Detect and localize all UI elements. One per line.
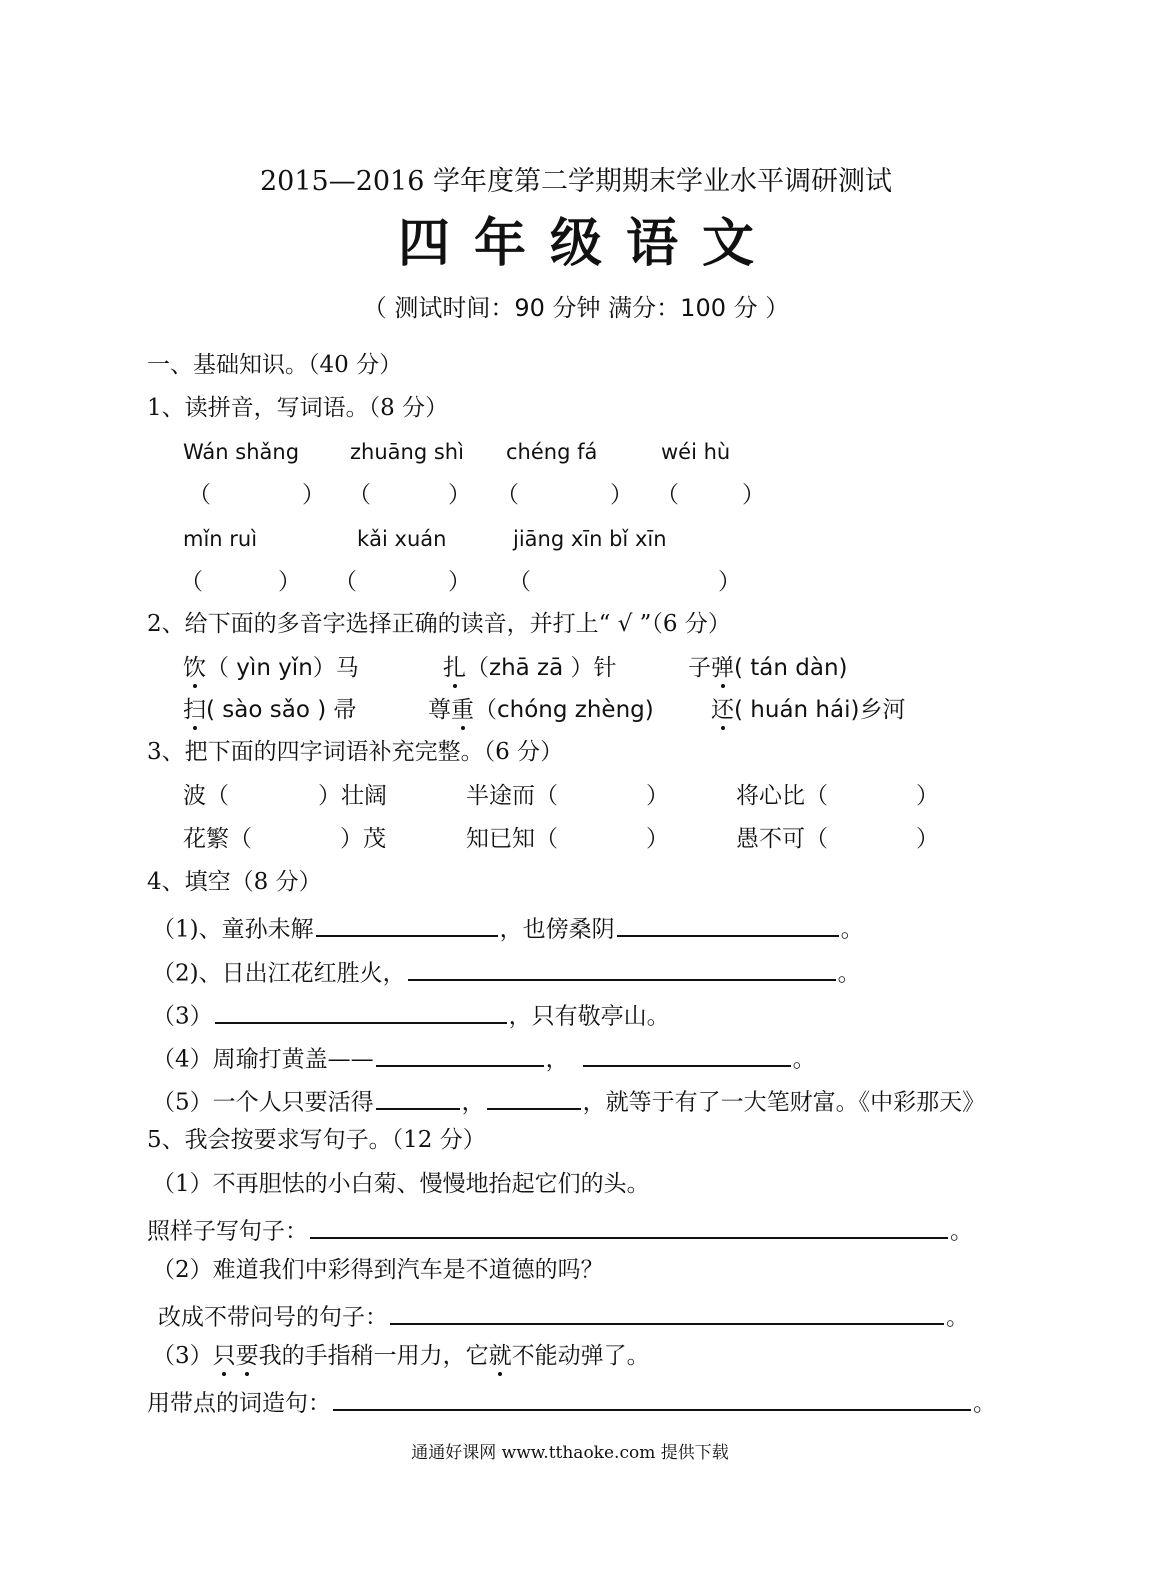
pinyin-item: Wán shǎng bbox=[183, 440, 300, 464]
question-2-heading: 2、给下面的多音字选择正确的读音，并打上“ √ ”（6 分） bbox=[147, 611, 731, 637]
idiom-after: ） bbox=[646, 783, 669, 809]
task-line-2: 改成不带问号的句子： 。 bbox=[158, 1302, 969, 1330]
polyphone-item: 扎（zhā zā ）针 bbox=[443, 655, 617, 681]
exam-title-line: 2015—2016 学年度第二学期期末学业水平调研测试 bbox=[259, 166, 892, 197]
task-line-1: 照样子写句子： 。 bbox=[147, 1216, 973, 1244]
pinyin-item: chéng fá bbox=[506, 440, 598, 464]
question-4-heading: 4、填空（8 分） bbox=[147, 869, 322, 895]
polyphone-item: 饮（ yìn yǐn）马 bbox=[183, 655, 359, 681]
fill-line-2: （2)、日出江花红胜火， 。 bbox=[152, 958, 861, 986]
pinyin-item: wéi hù bbox=[661, 440, 731, 464]
question-5-heading: 5、我会按要求写句子。（12 分） bbox=[147, 1127, 486, 1153]
idiom-after: ） bbox=[916, 783, 939, 809]
answer-paren-close: ） bbox=[448, 569, 471, 595]
idiom-after: ）壮阔 bbox=[318, 783, 387, 809]
sentence-3: （3）只要我的手指稍一用力，它就不能动弹了。 bbox=[152, 1343, 650, 1369]
fill-line-5: （5）一个人只要活得 ， ，就等于有了一大笔财富。《中彩那天》 bbox=[152, 1087, 985, 1115]
polyphone-item: 子弹( tán dàn) bbox=[688, 655, 848, 681]
idiom-before: 愚不可（ bbox=[736, 826, 828, 852]
idiom-before: 知已知（ bbox=[466, 826, 558, 852]
pinyin-item: jiāng xīn bǐ xīn bbox=[513, 527, 667, 551]
idiom-before: 将心比（ bbox=[736, 783, 828, 809]
answer-paren-open: （ bbox=[348, 482, 371, 508]
task-line-3: 用带点的词造句： 。 bbox=[147, 1388, 996, 1416]
pinyin-item: mǐn ruì bbox=[183, 527, 258, 551]
fill-line-3: （3） ，只有敬亭山。 bbox=[152, 1001, 670, 1029]
page-footer: 通通好课网 www.tthaoke.com 提供下载 bbox=[411, 1443, 729, 1463]
pinyin-item: kǎi xuán bbox=[357, 527, 447, 551]
sentence-1: （1）不再胆怯的小白菊、慢慢地抬起它们的头。 bbox=[152, 1171, 650, 1197]
answer-paren-close: ） bbox=[448, 482, 471, 508]
exam-subtitle: （ 测试时间：90 分钟 满分：100 分 ） bbox=[362, 294, 790, 322]
idiom-after: ） bbox=[646, 826, 669, 852]
answer-paren-close: ） bbox=[278, 569, 301, 595]
idiom-before: 波（ bbox=[183, 783, 229, 809]
polyphone-item: 还( huán hái)乡河 bbox=[711, 697, 906, 723]
sentence-2: （2）难道我们中彩得到汽车是不道德的吗？ bbox=[152, 1257, 604, 1283]
answer-paren-open: （ bbox=[508, 569, 531, 595]
answer-paren-close: ） bbox=[718, 569, 741, 595]
idiom-before: 花繁（ bbox=[183, 826, 252, 852]
idiom-after: ） bbox=[916, 826, 939, 852]
question-1-heading: 1、读拼音，写词语。（8 分） bbox=[147, 395, 449, 421]
idiom-before: 半途而（ bbox=[466, 783, 558, 809]
page-title: 四年级语文 bbox=[397, 213, 778, 274]
fill-line-4: （4）周瑜打黄盖—— ， 。 bbox=[152, 1044, 816, 1072]
answer-paren-open: （ bbox=[496, 482, 519, 508]
answer-paren-close: ） bbox=[302, 482, 325, 508]
fill-line-1: （1)、童孙未解 ，也傍桑阴 。 bbox=[152, 914, 864, 942]
polyphone-item: 扫( sào sǎo ) 帚 bbox=[183, 697, 357, 723]
idiom-after: ）茂 bbox=[340, 826, 386, 852]
answer-paren-close: ） bbox=[610, 482, 633, 508]
answer-paren-open: （ bbox=[334, 569, 357, 595]
answer-paren-open: （ bbox=[656, 482, 679, 508]
answer-paren-open: （ bbox=[188, 482, 211, 508]
question-3-heading: 3、把下面的四字词语补充完整。（6 分） bbox=[147, 739, 564, 765]
answer-paren-close: ） bbox=[742, 482, 765, 508]
pinyin-item: zhuāng shì bbox=[350, 440, 464, 464]
section-heading: 一、基础知识。（40 分） bbox=[147, 352, 403, 378]
answer-paren-open: （ bbox=[180, 569, 203, 595]
polyphone-item: 尊重（chóng zhèng) bbox=[428, 697, 654, 723]
